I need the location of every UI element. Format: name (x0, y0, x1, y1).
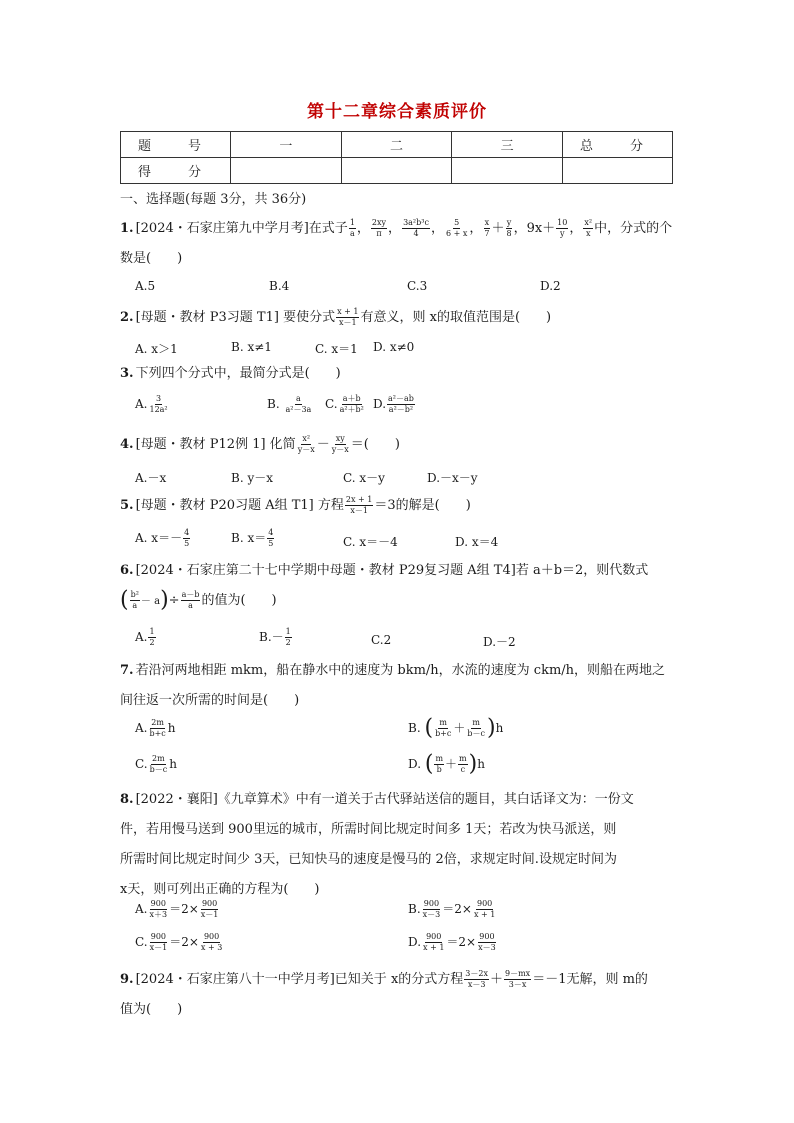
option-b[interactable]: B. x≠1 (231, 340, 272, 354)
fraction (297, 434, 316, 455)
denominator: x－1 (350, 506, 368, 515)
option-c[interactable] (325, 394, 366, 415)
numerator: xy (335, 434, 345, 443)
fraction (458, 754, 468, 775)
option-c[interactable]: C. x＝1 (315, 342, 358, 356)
numerator: x² (584, 218, 593, 227)
question-text: [2024・石家庄第九中学月考]在式子 (135, 221, 348, 236)
denominator: x－3 (478, 943, 496, 952)
score-input-cell[interactable] (231, 158, 342, 184)
fraction (402, 218, 430, 239)
question-text: 所需时间比规定时间少 3天，已知快马的速度是慢马的 2倍，求规定时间.设规定时间为 (120, 852, 617, 867)
option-label: D. (408, 757, 422, 771)
operator: ÷ (168, 593, 180, 608)
option-d[interactable]: D.－x－y (427, 471, 478, 485)
fraction (483, 218, 490, 239)
denominator: π (376, 229, 382, 238)
score-input-cell[interactable] (452, 158, 563, 184)
denominator: 5 (268, 539, 274, 548)
denominator: a (349, 229, 355, 238)
option-c[interactable]: C. x＝－4 (343, 535, 398, 549)
denominator: x－3 (467, 980, 486, 989)
denominator: 2 (285, 638, 291, 647)
numerator: 900 (203, 932, 220, 941)
expression: － a (140, 596, 161, 607)
fraction (267, 528, 274, 549)
denominator: a (188, 601, 193, 610)
question-text: ＝3的解是( ) (374, 498, 471, 513)
numerator: x + 1 (337, 307, 359, 316)
question-2 (120, 303, 680, 333)
table-row (121, 158, 673, 184)
fraction (130, 590, 140, 611)
denominator: b+c (435, 729, 452, 738)
unit: h (167, 721, 176, 735)
numerator: 2m (151, 718, 164, 727)
numerator: 4 (268, 528, 274, 537)
option-label: D. (373, 397, 387, 411)
paren-left: ( (120, 587, 129, 613)
numerator: y (506, 218, 512, 227)
option-c[interactable] (135, 754, 177, 775)
denominator: x－1 (338, 318, 357, 327)
question-text: 有意义，则 x的取值范围是( ) (360, 310, 552, 325)
numerator: 3a²b³c (403, 218, 429, 227)
fraction (556, 218, 568, 239)
operator: ＝2× (442, 902, 472, 916)
numerator: 4 (184, 528, 190, 537)
denominator: a (132, 601, 138, 610)
numerator: 3 (156, 394, 162, 403)
option-d[interactable]: D.2 (540, 279, 561, 293)
unit: h (477, 757, 485, 771)
option-label: B. (408, 721, 421, 735)
numerator: a＋b (342, 394, 361, 403)
numerator: 3－2x (465, 969, 488, 978)
fraction (148, 627, 155, 648)
numerator: a (296, 394, 301, 403)
question-text: ＝－1无解，则 m的 (532, 972, 648, 987)
score-input-cell[interactable] (563, 158, 673, 184)
option-a[interactable] (135, 899, 220, 920)
question-number: 2. (120, 310, 134, 325)
options-q4 (135, 469, 695, 493)
option-label: D. (408, 935, 422, 949)
fraction (464, 969, 489, 990)
numerator: m (435, 754, 444, 763)
question-text: ＝( ) (350, 437, 400, 452)
denominator: 8 (506, 229, 512, 238)
option-b[interactable]: B. y－x (231, 471, 273, 485)
fraction (200, 932, 223, 953)
denominator: a²－b² (388, 405, 414, 414)
fraction (148, 718, 166, 739)
numerator: b² (130, 590, 139, 599)
option-c[interactable]: C.2 (371, 633, 392, 647)
table-cell: 三 (452, 132, 563, 158)
option-c[interactable]: C.3 (407, 279, 428, 293)
question-text: [2024・石家庄第八十一中学月考]已知关于 x的分式方程 (135, 972, 464, 987)
fraction (181, 590, 201, 611)
table-cell: 一 (231, 132, 342, 158)
denominator: b+c (149, 729, 166, 738)
option-label: C. (135, 757, 148, 771)
option-label: B. (408, 902, 421, 916)
operator: ＋ (489, 972, 503, 987)
option-a[interactable] (135, 394, 170, 415)
question-text: 间往返一次所需的时间是( ) (120, 693, 300, 708)
question-text: [母题・教材 P12例 1] 化简 (135, 437, 296, 452)
fraction (473, 899, 496, 920)
operator: ＋ (453, 721, 466, 735)
question-5 (120, 491, 680, 521)
denominator: a²－3a (285, 405, 312, 414)
question-text: 若沿河两地相距 mkm，船在静水中的速度为 bkm/h，水流的速度为 ckm/h，则船在两地之 (135, 663, 666, 678)
option-a[interactable]: A.－x (135, 471, 167, 485)
question-number: 8. (120, 792, 134, 807)
question-8 (120, 785, 680, 905)
denominator: y－x (331, 445, 349, 454)
question-4 (120, 430, 680, 460)
numerator: 1 (349, 218, 355, 227)
question-number: 3. (120, 366, 134, 381)
option-b[interactable] (267, 394, 313, 415)
question-number: 5. (120, 498, 134, 513)
question-text: [母题・教材 P20习题 A组 T1] 方程 (135, 498, 344, 513)
fraction (477, 932, 497, 953)
numerator: x (484, 218, 490, 227)
option-label: A. (135, 397, 148, 411)
numerator: m (472, 718, 480, 727)
operator: ＋ (445, 757, 458, 771)
question-text: [2024・石家庄第二十七中学期中母题・教材 P29复习题 A组 T4]若 a＋b＝2，则代数式 (135, 563, 649, 578)
question-text: ，9x＋ (513, 221, 556, 236)
fraction (148, 899, 168, 920)
fraction (331, 434, 350, 455)
options-q3 (135, 394, 695, 424)
question-text: 件，若用慢马送到 900里远的城市，所需时间比规定时间多 1天；若改为快马派送，则 (120, 822, 617, 837)
denominator: x + 1 (423, 943, 445, 952)
fraction (345, 495, 373, 516)
operator: － (316, 437, 330, 452)
numerator: 1 (149, 627, 155, 636)
numerator: a²－ab (388, 394, 414, 403)
denominator: x (585, 229, 591, 238)
question-text: 数是( ) (120, 251, 183, 266)
options-q7-row2 (135, 751, 695, 782)
fraction (339, 394, 365, 415)
fraction (504, 969, 531, 990)
denominator: c (460, 765, 466, 774)
paren-right: ) (468, 751, 478, 777)
denominator: x－1 (200, 910, 219, 919)
option-label: A. (135, 630, 148, 644)
fraction (149, 932, 169, 953)
numerator: 900 (479, 932, 495, 941)
denominator: 3－x (508, 980, 527, 989)
options-q1 (135, 279, 695, 303)
numerator: 10 (557, 218, 568, 227)
option-label: A. (135, 721, 148, 735)
operator: ＝2× (169, 935, 199, 949)
numerator: 9－mx (505, 969, 531, 978)
unit: h (495, 721, 504, 735)
numerator: x² (302, 434, 311, 443)
operator: ＝2× (169, 902, 199, 916)
numerator: a－b (181, 590, 200, 599)
option-a[interactable]: A. x＞1 (135, 342, 178, 356)
numerator: 900 (477, 899, 493, 908)
option-c[interactable]: C. x－y (343, 471, 385, 485)
denominator: 6 + x (445, 229, 468, 238)
question-number: 7. (120, 663, 134, 678)
denominator: 4 (413, 229, 419, 238)
score-table (120, 131, 673, 184)
question-number: 6. (120, 563, 134, 578)
paren-right: ) (487, 715, 496, 741)
question-3 (120, 359, 680, 389)
fraction (336, 307, 359, 328)
question-text: 中，分式的个 (594, 221, 673, 236)
option-label: C. (325, 397, 338, 411)
page-title: 第十二章综合素质评价 (307, 102, 487, 122)
numerator: 1 (285, 627, 291, 636)
question-text: 下列四个分式中，最简分式是( ) (135, 366, 341, 381)
option-a[interactable] (135, 718, 176, 739)
options-q8-row1 (135, 899, 695, 927)
option-d[interactable]: D. x≠0 (373, 340, 415, 354)
denominator: y (560, 229, 565, 238)
option-label: B. x＝ (231, 531, 267, 545)
numerator: 900 (423, 899, 440, 908)
fraction (149, 754, 169, 775)
denominator: x－1 (149, 943, 168, 952)
options-q5 (135, 528, 695, 556)
options-q8-row2 (135, 932, 695, 960)
question-text: x天，则可列出正确的方程为( ) (120, 882, 320, 897)
fraction (583, 218, 593, 239)
option-b[interactable] (408, 899, 497, 920)
numerator: 900 (201, 899, 218, 908)
option-d[interactable]: D. x＝4 (455, 535, 499, 549)
numerator: 2xy (371, 218, 387, 227)
question-6 (120, 556, 680, 617)
numerator: m (459, 754, 467, 763)
table-row (121, 132, 673, 158)
question-7 (120, 656, 680, 716)
fraction (284, 394, 312, 415)
fraction (434, 718, 452, 739)
table-cell: 二 (341, 132, 452, 158)
option-a[interactable] (135, 627, 157, 648)
denominator: x + 3 (200, 943, 223, 952)
operator: ＋ (491, 221, 505, 236)
denominator: a²＋b² (339, 405, 364, 414)
denominator: 5 (184, 539, 190, 548)
option-label: B.－ (259, 630, 284, 644)
option-c[interactable] (135, 932, 224, 953)
numerator: 900 (426, 932, 442, 941)
denominator: y－x (297, 445, 315, 454)
option-b[interactable] (408, 715, 504, 741)
option-d[interactable] (408, 932, 498, 953)
paren-right: ) (160, 587, 169, 613)
options-q6 (135, 627, 695, 655)
fraction (387, 394, 415, 415)
fraction (434, 754, 444, 775)
question-1: 1. [2024・石家庄第九中学月考]在式子 $\frac{1}{a}$ ， $\frac{2xy}{\pi}$ ， $\frac{\text{3a²b³c}}{4}$ ， $\frac{5}{6 + x}$ ， $\frac{x}{7}$ ＋ $\frac{y}{8}$ ，9x＋ $\frac{10}{y}$ ， $\frac{\text{x²}}{x}$ 中，分式的个 数是( ) (120, 218, 673, 266)
denominator: b (436, 765, 442, 774)
numerator: m (439, 718, 448, 727)
denominator: x－3 (422, 910, 441, 919)
denominator: x＋3 (149, 910, 168, 919)
section-heading: 一、选择题(每题 3分，共 36分) (120, 192, 307, 207)
question-text: [2022・襄阳]《九章算术》中有一道关于古代驿站送信的题目，其白话译文为：一份文 (135, 792, 634, 807)
question-text: 的值为( ) (201, 593, 277, 608)
fraction (422, 932, 445, 953)
fraction (200, 899, 220, 920)
numerator: 2x + 1 (345, 495, 373, 504)
denominator: 2 (149, 638, 155, 647)
fraction (505, 218, 512, 239)
fraction (445, 218, 468, 239)
option-b[interactable] (259, 627, 293, 648)
operator: ＝2× (446, 935, 477, 949)
numerator: 5 (454, 218, 460, 227)
fraction (422, 899, 442, 920)
option-b[interactable]: B.4 (269, 279, 290, 293)
fraction (285, 627, 292, 648)
question-9 (120, 965, 680, 1025)
numerator: 2m (152, 754, 165, 763)
option-label: A. x＝－ (135, 531, 183, 545)
numerator: 900 (150, 932, 167, 941)
option-a[interactable] (135, 528, 191, 549)
option-label: C. (135, 935, 148, 949)
denominator: b－c (149, 765, 168, 774)
question-text: 值为( ) (120, 1002, 183, 1017)
denominator: b－c (467, 729, 485, 738)
table-cell: 得 分 (121, 158, 231, 184)
denominator: 7 (484, 229, 490, 238)
fraction (349, 218, 356, 239)
paren-left: ( (424, 715, 434, 741)
options-q7-row1 (135, 715, 695, 746)
table-cell: 总 分 (563, 132, 673, 158)
denominator: 12a² (149, 405, 168, 414)
numerator: 900 (150, 899, 166, 908)
question-text: [母题・教材 P3习题 T1] 要使分式 (135, 310, 336, 325)
fraction (371, 218, 387, 239)
table-cell: 题 号 (121, 132, 231, 158)
question-number: 4. (120, 437, 134, 452)
paren-left: ( (424, 751, 434, 777)
option-d[interactable] (373, 394, 416, 415)
score-input-cell[interactable] (341, 158, 452, 184)
option-d[interactable]: D.－2 (483, 635, 516, 649)
option-label: A. (135, 902, 148, 916)
fraction (148, 394, 168, 415)
unit: h (169, 757, 177, 771)
option-d[interactable] (408, 751, 485, 777)
option-b[interactable] (231, 528, 275, 549)
fraction (183, 528, 190, 549)
question-number: 9. (120, 972, 134, 987)
denominator: x + 1 (473, 910, 496, 919)
question-number: 1. (120, 221, 134, 236)
option-label: B. (267, 397, 280, 411)
option-a[interactable]: A.5 (135, 279, 156, 293)
fraction (466, 718, 486, 739)
